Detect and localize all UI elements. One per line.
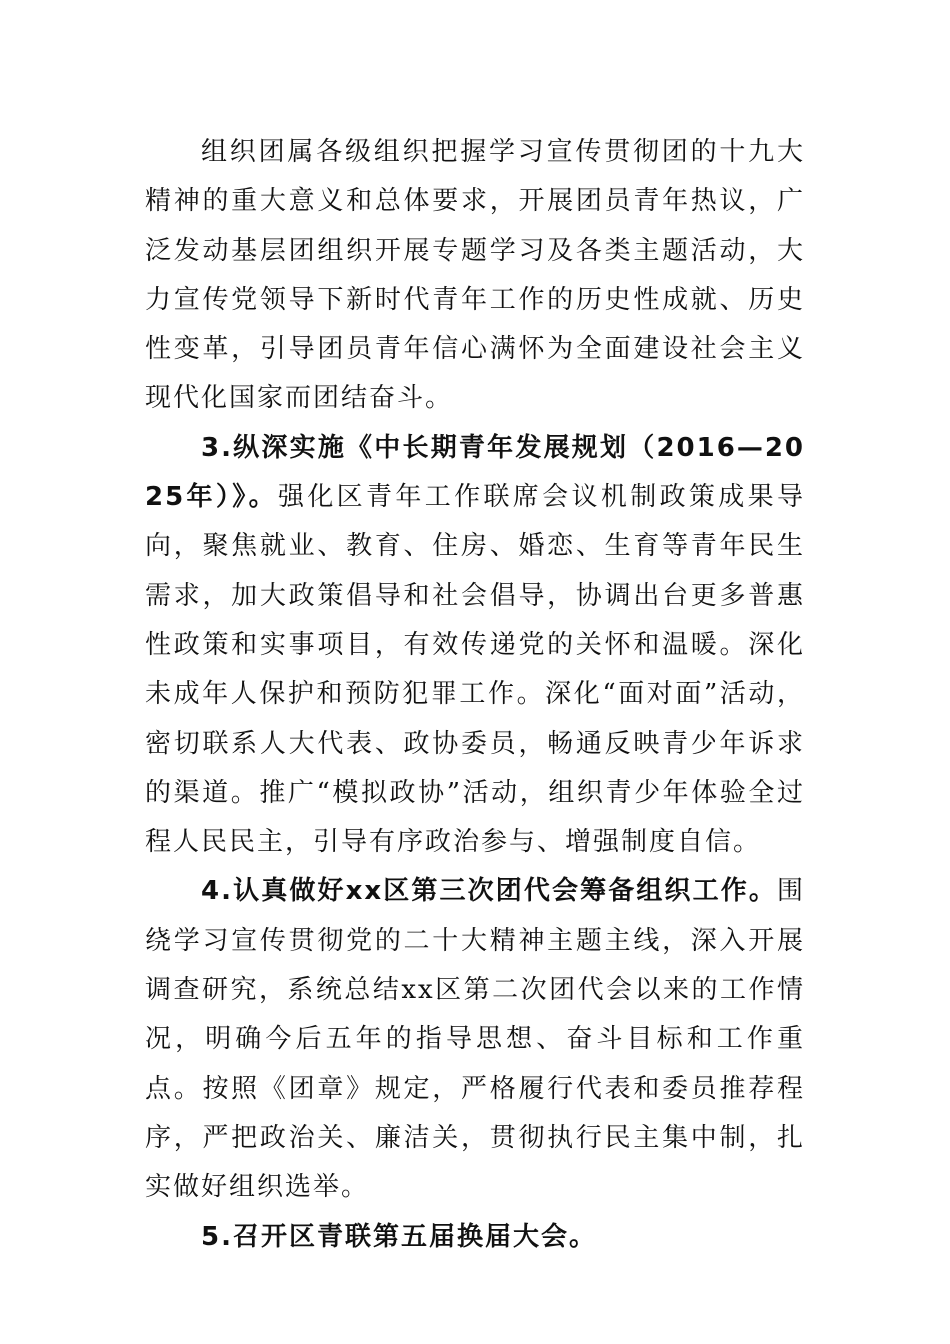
- paragraph-2-heading: 3.纵深实施《中长期青年发展规划（2016—2025年）》。: [145, 432, 805, 513]
- paragraph-3: [145, 867, 805, 1212]
- paragraph-1-text: 组织团属各级组织把握学习宣传贯彻团的十九大精神的重大意义和总体要求，开展团员青年热议，广泛发动基层团组织开展专题学习及各类主题活动，大力宣传党领导下新时代青年工作的历史性成就、历史性变革，引导团员青年信心满怀为全面建设社会主义现代化国家而团结奋斗。: [145, 137, 805, 414]
- document-body: [145, 128, 805, 1262]
- paragraph-2: [145, 424, 805, 868]
- paragraph-3-text: 围绕学习宣传贯彻党的二十大精神主题主线，深入开展调查研究，系统总结xx区第二次团代会以来的工作情况，明确今后五年的指导思想、奋斗目标和工作重点。按照《团章》规定，严格履行代表和委员推荐程序，严把政治关、廉洁关，贯彻执行民主集中制，扎实做好组织选举。: [145, 876, 805, 1203]
- paragraph-3-heading: 4.认真做好xx区第三次团代会筹备组织工作。: [201, 876, 777, 907]
- paragraph-4: [145, 1213, 805, 1262]
- paragraph-1: [145, 128, 805, 424]
- paragraph-4-heading: 5.召开区青联第五届换届大会。: [201, 1221, 597, 1252]
- paragraph-2-text: 强化区青年工作联席会议机制政策成果导向，聚焦就业、教育、住房、婚恋、生育等青年民生需求，加大政策倡导和社会倡导，协调出台更多普惠性政策和实事项目，有效传递党的关怀和温暖。深化未成年人保护和预防犯罪工作。深化“面对面”活动，密切联系人大代表、政协委员，畅通反映青少年诉求的渠道。推广“模拟政协”活动，组织青少年体验全过程人民民主，引导有序政治参与、增强制度自信。: [145, 482, 805, 858]
